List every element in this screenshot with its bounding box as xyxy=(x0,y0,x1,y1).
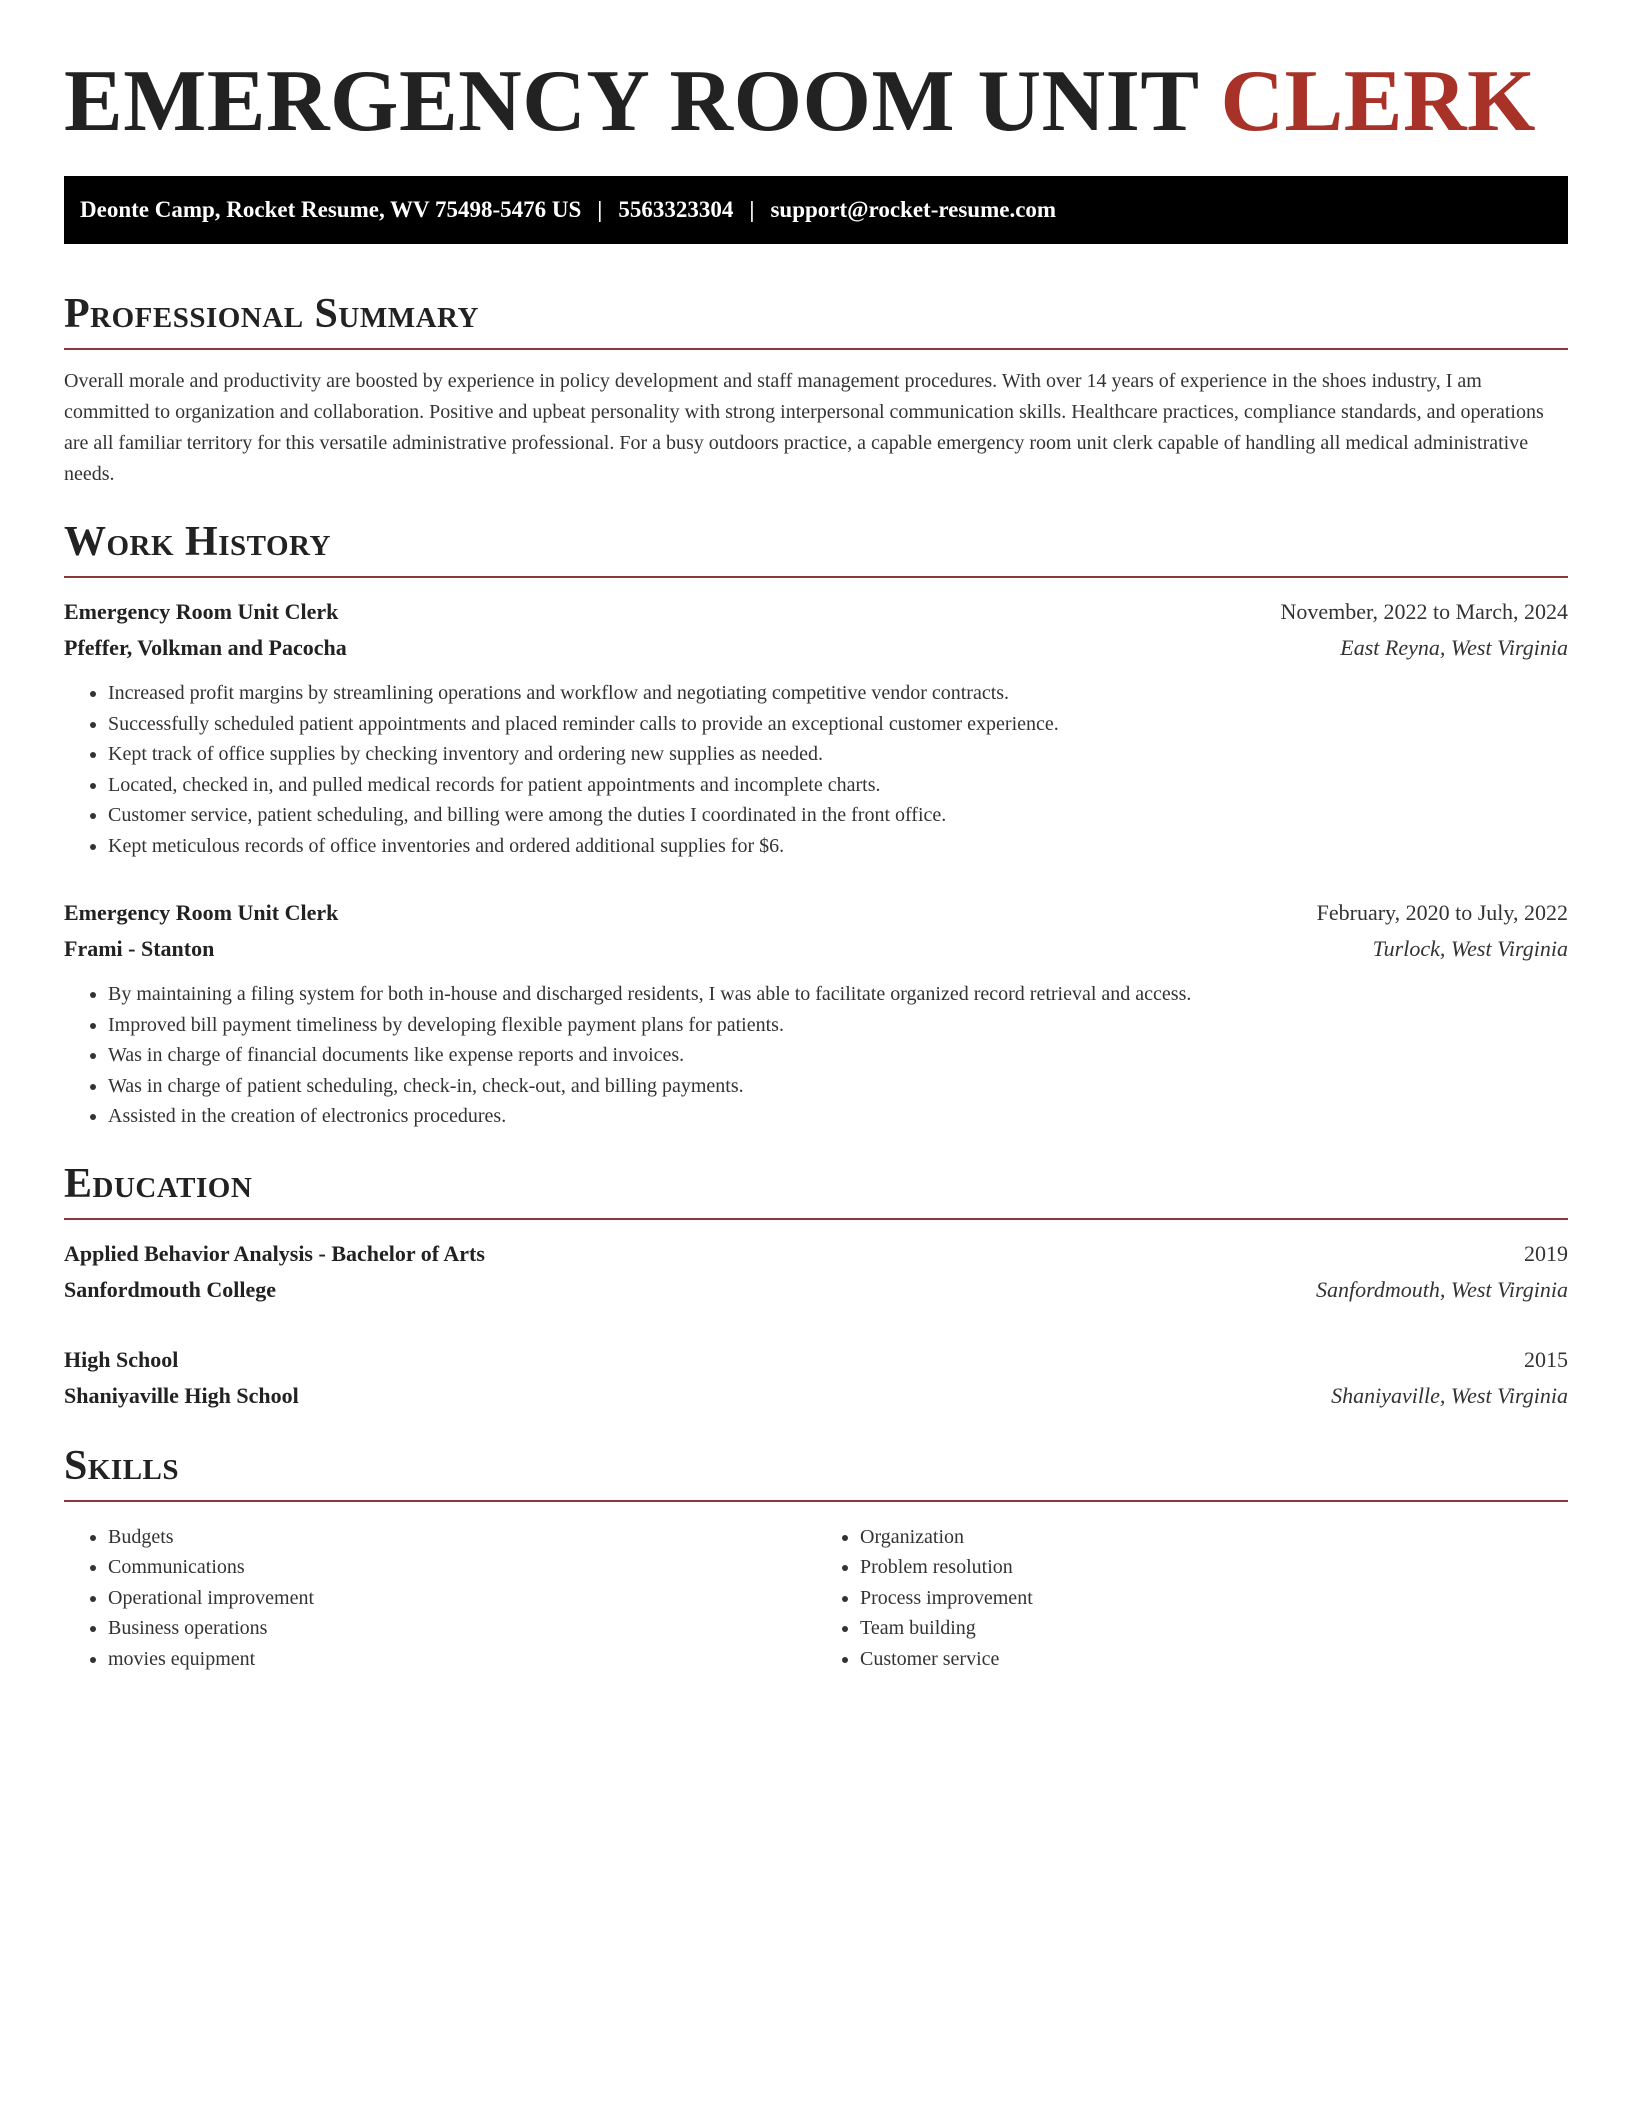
section-divider xyxy=(64,576,1568,578)
contact-bar xyxy=(64,176,1568,244)
job-dates: February, 2020 to July, 2022 xyxy=(1316,900,1568,925)
education-school-row xyxy=(64,1272,1568,1308)
skill-item: • Communications xyxy=(108,1552,816,1583)
list-item: • Improved bill payment timeliness by developing flexible payment plans for patients. xyxy=(108,1010,1568,1041)
list-item: • Located, checked in, and pulled medical records for patient appointments and incomplete charts. xyxy=(108,770,1568,801)
title-main: EMERGENCY ROOM UNIT xyxy=(64,53,1221,150)
list-item: • Successfully scheduled patient appointments and placed reminder calls to provide an exceptional customer experience. xyxy=(108,709,1568,740)
job-duties-list xyxy=(64,979,1568,1132)
skills-list-right xyxy=(816,1522,1568,1675)
title-accent: CLERK xyxy=(1220,53,1536,150)
skill-item: • Budgets xyxy=(108,1522,816,1553)
skill-item: • Process improvement xyxy=(860,1583,1568,1614)
list-item: • Increased profit margins by streamlining operations and workflow and negotiating competitive vendor contracts. xyxy=(108,678,1568,709)
section-divider xyxy=(64,1218,1568,1220)
list-item: • Kept track of office supplies by checking inventory and ordering new supplies as needed. xyxy=(108,739,1568,770)
skill-item: • Team building xyxy=(860,1613,1568,1644)
summary-text: Overall morale and productivity are boosted by experience in policy development and staff management procedures. With over 14 years of experience in the shoes industry, I am committed to organization and collaboration. Positive and upbeat personality with strong interpersonal communication skills. Healthcare practices, compliance standards, and operations are all familiar territory for this versatile administrative professional. For a busy outdoors practice, a capable emergency room unit clerk capable of handling all medical administrative needs. xyxy=(64,370,1544,485)
education-school: Sanfordmouth College xyxy=(64,1276,277,1302)
skills-section xyxy=(64,1442,1568,1675)
education-entry xyxy=(64,1236,1568,1308)
skill-item: • Problem resolution xyxy=(860,1552,1568,1583)
education-section xyxy=(64,1160,1568,1414)
education-year: 2015 xyxy=(1524,1346,1568,1372)
job-header-row xyxy=(64,895,1568,931)
education-degree-row xyxy=(64,1342,1568,1378)
education-year: 2019 xyxy=(1524,1240,1568,1266)
job-company-row xyxy=(64,630,1568,666)
skill-item: • Customer service xyxy=(860,1644,1568,1675)
education-heading: Education xyxy=(64,1160,253,1207)
list-item: • By maintaining a filing system for both in-house and discharged residents, I was able to facilitate organized record retrieval and access. xyxy=(108,979,1568,1010)
contact-email: support@rocket-resume.com xyxy=(770,197,1057,222)
education-degree: High School xyxy=(64,1346,179,1372)
section-divider xyxy=(64,348,1568,350)
work-history-section xyxy=(64,518,1568,1132)
resume-title xyxy=(64,52,1568,152)
education-location: Sanfordmouth, West Virginia xyxy=(1316,1276,1568,1302)
job-header-row xyxy=(64,594,1568,630)
job-company-row xyxy=(64,931,1568,967)
job-title: Emergency Room Unit Clerk xyxy=(64,599,339,624)
job-location: Turlock, West Virginia xyxy=(1372,936,1568,961)
list-item: • Assisted in the creation of electronics procedures. xyxy=(108,1101,1568,1132)
job-entry xyxy=(64,895,1568,1132)
list-item: • Kept meticulous records of office inventories and ordered additional supplies for $6. xyxy=(108,831,1568,862)
work-history-heading: Work History xyxy=(64,519,331,565)
job-duties-list xyxy=(64,678,1568,861)
job-company: Frami - Stanton xyxy=(64,936,215,961)
job-location: East Reyna, West Virginia xyxy=(1340,635,1568,660)
skill-item: • Organization xyxy=(860,1522,1568,1553)
skill-item: • movies equipment xyxy=(108,1644,816,1675)
list-item: • Customer service, patient scheduling, and billing were among the duties I coordinated in the front office. xyxy=(108,800,1568,831)
section-divider xyxy=(64,1500,1568,1502)
skills-columns xyxy=(64,1518,1568,1675)
contact-separator: | xyxy=(597,197,603,222)
education-location: Shaniyaville, West Virginia xyxy=(1331,1382,1568,1408)
education-school: Shaniyaville High School xyxy=(64,1382,299,1408)
job-company: Pfeffer, Volkman and Pacocha xyxy=(64,635,347,660)
skills-heading: Skills xyxy=(64,1442,180,1489)
contact-phone: 5563323304 xyxy=(618,197,734,222)
skill-item: • Operational improvement xyxy=(108,1583,816,1614)
job-entry xyxy=(64,594,1568,861)
contact-address: Deonte Camp, Rocket Resume, WV 75498-5476 US xyxy=(80,197,582,222)
education-entry xyxy=(64,1342,1568,1414)
skill-item: • Business operations xyxy=(108,1613,816,1644)
education-school-row xyxy=(64,1378,1568,1414)
education-degree-row xyxy=(64,1236,1568,1272)
education-degree: Applied Behavior Analysis - Bachelor of Arts xyxy=(64,1240,485,1266)
list-item: • Was in charge of financial documents like expense reports and invoices. xyxy=(108,1040,1568,1071)
summary-heading: Professional Summary xyxy=(64,291,479,337)
contact-separator: | xyxy=(749,197,755,222)
job-dates: November, 2022 to March, 2024 xyxy=(1280,599,1568,624)
skills-list-left xyxy=(64,1522,816,1675)
summary-section xyxy=(64,290,1568,490)
job-title: Emergency Room Unit Clerk xyxy=(64,900,339,925)
list-item: • Was in charge of patient scheduling, check-in, check-out, and billing payments. xyxy=(108,1071,1568,1102)
